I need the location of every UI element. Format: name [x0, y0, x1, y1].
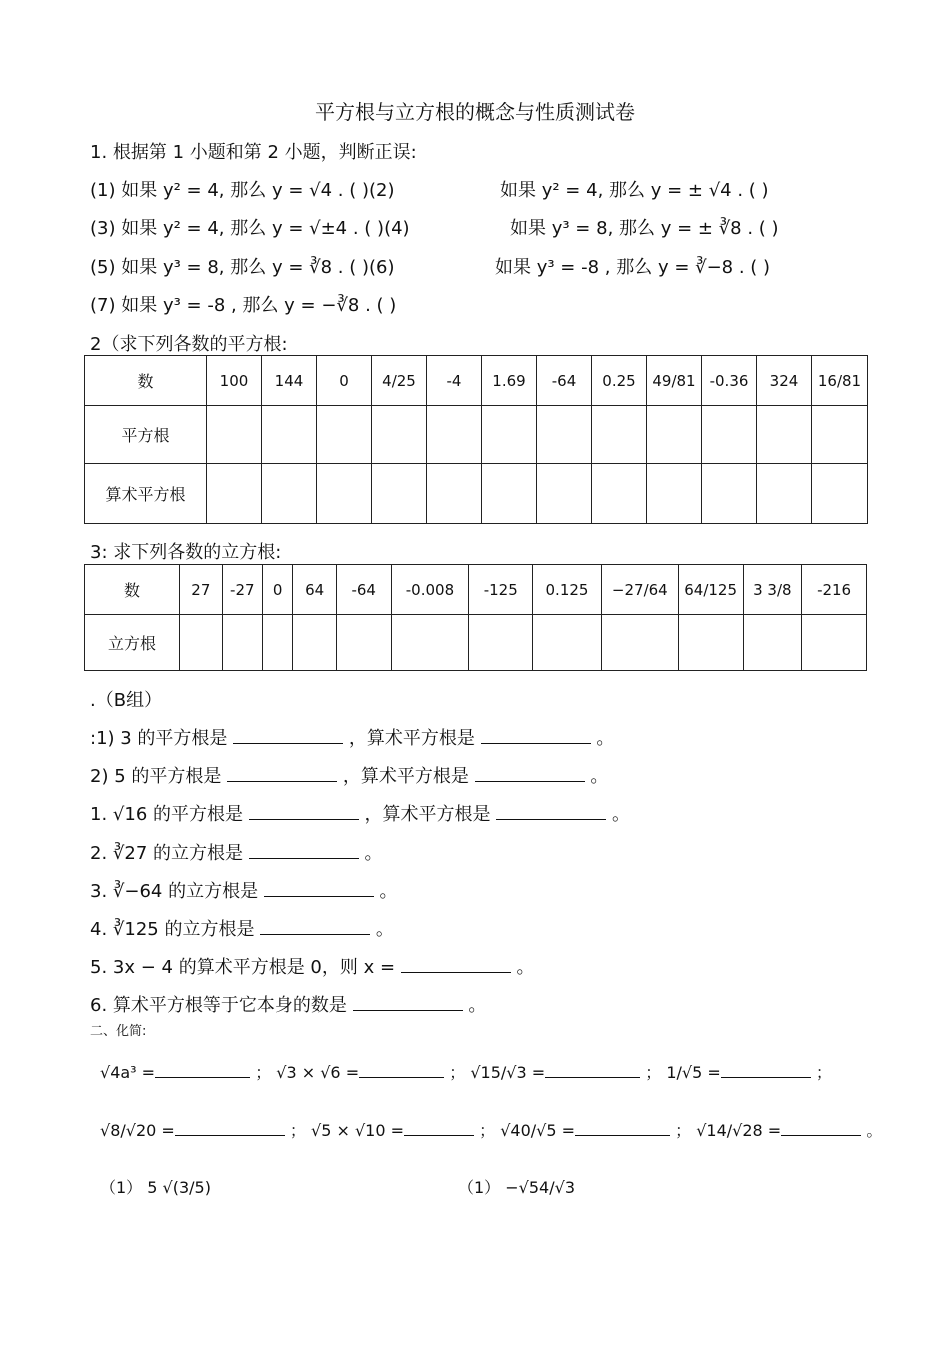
row-label-square-root: 平方根	[85, 406, 207, 464]
table-cell: -64	[336, 565, 391, 615]
table-cell: 0.25	[592, 356, 647, 406]
table-cell: -64	[537, 356, 592, 406]
table-cell: 16/81	[812, 356, 868, 406]
s1-line1-right: 如果 y² = 4, 那么 y = ± √4 . ( )	[500, 180, 769, 201]
table-cell: -216	[802, 565, 867, 615]
simplify-item-b: （1） −√54/√3	[458, 1178, 575, 1197]
table-cell: 100	[207, 356, 262, 406]
simplify-item-a: （1） 5 √(3/5)	[100, 1178, 211, 1197]
s1-line2-right: 如果 y³ = 8, 那么 y = ± ∛8 . ( )	[510, 218, 779, 239]
groupB-item-8: 6. 算术平方根等于它本身的数是 。	[90, 995, 487, 1016]
table-cell: 0	[317, 356, 372, 406]
answer-blank[interactable]	[496, 819, 606, 820]
groupB-item-7: 5. 3x − 4 的算术平方根是 0，则 x = 。	[90, 957, 535, 978]
row-label-cube-root: 立方根	[85, 615, 180, 671]
groupB-item-5: 3. ∛−64 的立方根是 。	[90, 881, 398, 902]
page-title: 平方根与立方根的概念与性质测试卷	[315, 100, 635, 124]
answer-blank[interactable]	[264, 896, 374, 897]
answer-blank[interactable]	[404, 1135, 474, 1136]
table-cell: 1.69	[482, 356, 537, 406]
groupB-item-1: :1) 3 的平方根是 ，算术平方根是 。	[90, 728, 615, 749]
table-cell: 27	[180, 565, 222, 615]
table-cell: -0.008	[391, 565, 469, 615]
table-cell: 3 3/8	[743, 565, 802, 615]
answer-blank[interactable]	[481, 743, 591, 744]
table-cell: 324	[757, 356, 812, 406]
answer-blank[interactable]	[353, 1010, 463, 1011]
answer-blank[interactable]	[260, 934, 370, 935]
table-cell: -0.36	[702, 356, 757, 406]
square-root-table	[84, 355, 868, 524]
section3-heading: 3: 求下列各数的立方根:	[90, 542, 282, 563]
s1-line1-left: (1) 如果 y² = 4, 那么 y = √4 . ( )(2)	[90, 180, 395, 201]
answer-blank[interactable]	[249, 858, 359, 859]
table-cell: 144	[262, 356, 317, 406]
answer-blank[interactable]	[575, 1135, 670, 1136]
answer-blank[interactable]	[401, 972, 511, 973]
simplify-row-1: √4a³ = ； √3 × √6 = ； √15/√3 = ； 1/√5 = ；	[100, 1063, 832, 1082]
answer-blank[interactable]	[721, 1077, 811, 1078]
cube-root-table	[84, 564, 867, 671]
answer-blank[interactable]	[359, 1077, 444, 1078]
groupB-item-6: 4. ∛125 的立方根是 。	[90, 919, 394, 940]
table-cell: 64/125	[678, 565, 743, 615]
simplify-heading: 二、化简:	[90, 1024, 147, 1039]
simplify-row-2: √8/√20 = ； √5 × √10 = ； √40/√5 = ； √14/√28 = 。	[100, 1121, 883, 1140]
answer-blank[interactable]	[249, 819, 359, 820]
section2-heading: 2（求下列各数的平方根:	[90, 334, 288, 355]
answer-blank[interactable]	[475, 781, 585, 782]
answer-blank[interactable]	[155, 1077, 250, 1078]
s1-line2-left: (3) 如果 y² = 4, 那么 y = √±4 . ( )(4)	[90, 218, 410, 239]
table-header-label: 数	[85, 565, 180, 615]
section1-heading: 1. 根据第 1 小题和第 2 小题，判断正误:	[90, 142, 417, 163]
groupB-item-3: 1. √16 的平方根是 ，算术平方根是 。	[90, 804, 630, 825]
table-cell: -4	[427, 356, 482, 406]
table-cell: -125	[469, 565, 533, 615]
table-cell: 4/25	[372, 356, 427, 406]
s1-line3-left: (5) 如果 y³ = 8, 那么 y = ∛8 . ( )(6)	[90, 257, 395, 278]
table-cell: 64	[293, 565, 337, 615]
row-label-arith-root: 算术平方根	[85, 464, 207, 524]
answer-blank[interactable]	[781, 1135, 861, 1136]
s1-line3-right: 如果 y³ = -8 , 那么 y = ∛−8 . ( )	[495, 257, 771, 278]
answer-blank[interactable]	[227, 781, 337, 782]
table-cell: 0.125	[533, 565, 602, 615]
groupB-heading: .（B组）	[90, 690, 163, 711]
answer-blank[interactable]	[545, 1077, 640, 1078]
answer-blank[interactable]	[233, 743, 343, 744]
answer-blank[interactable]	[175, 1135, 285, 1136]
groupB-item-4: 2. ∛27 的立方根是 。	[90, 843, 383, 864]
s1-line4-left: (7) 如果 y³ = -8 , 那么 y = −∛8 . ( )	[90, 295, 397, 316]
table-cell: -27	[222, 565, 262, 615]
table-cell: 0	[263, 565, 293, 615]
groupB-item-2: 2) 5 的平方根是 ，算术平方根是 。	[90, 766, 609, 787]
table-cell: −27/64	[601, 565, 678, 615]
table-cell: 49/81	[647, 356, 702, 406]
table-header-label: 数	[85, 356, 207, 406]
